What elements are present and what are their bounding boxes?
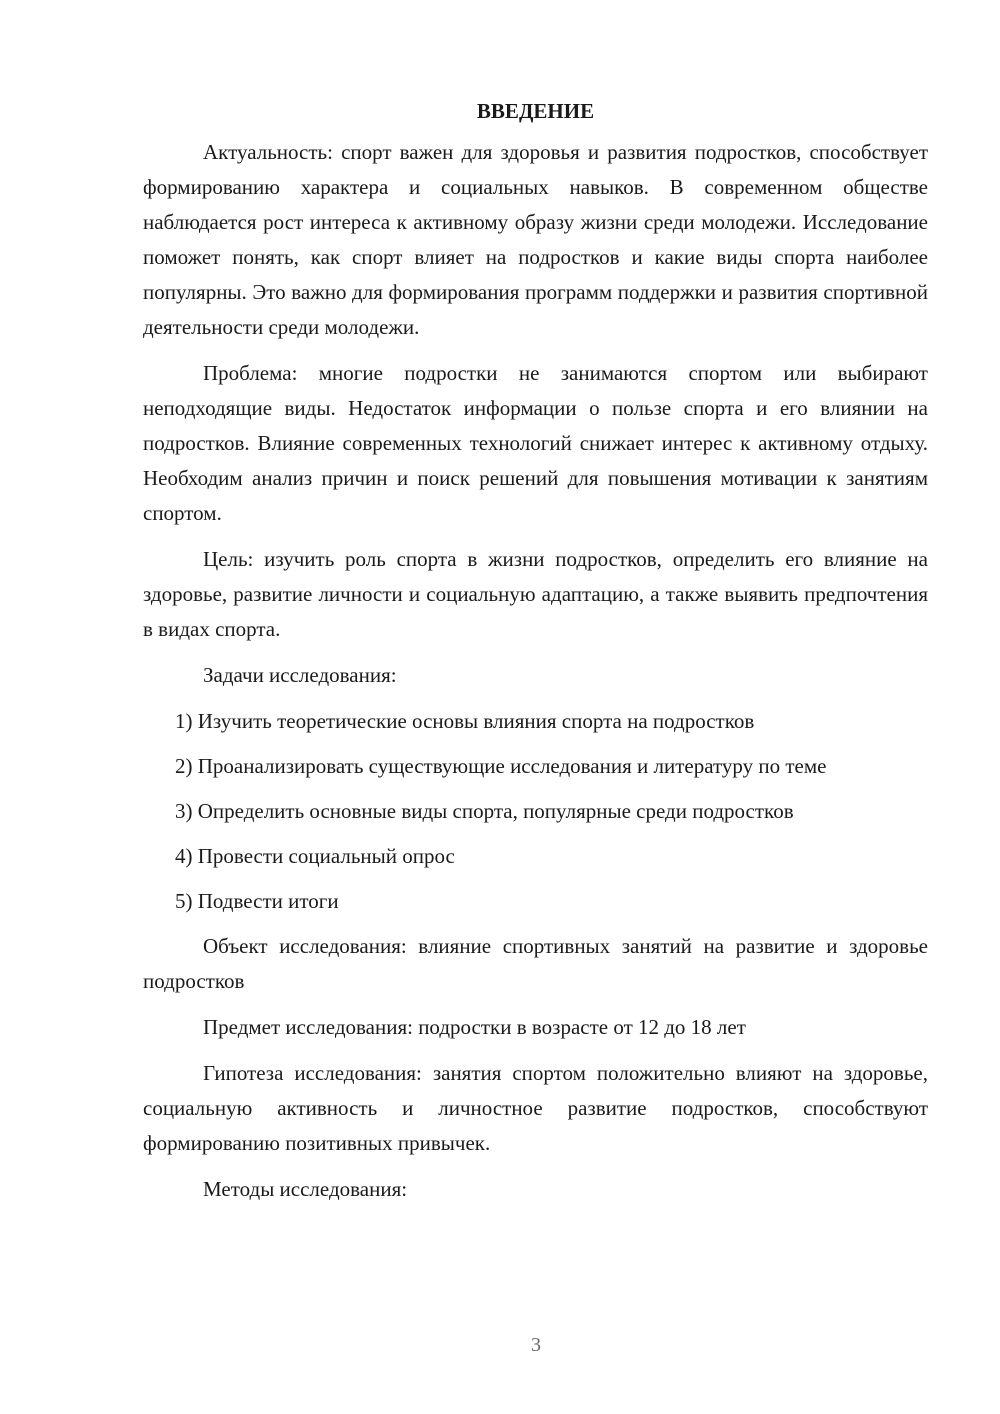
task-item-5: 5) Подвести итоги bbox=[175, 889, 339, 913]
paragraph-hypothesis: Гипотеза исследования: занятия спортом положительно влияют на здоровье, социальную активность и личностное развитие подростков, способствуют формированию позитивных привычек. bbox=[143, 1061, 928, 1155]
paragraph-problem: Проблема: многие подростки не занимаются спортом или выбирают неподходящие виды. Недостаток информации о пользе спорта и его влиянии на подростков. Влияние современных технологий снижает интерес к активному отдыху. Необходим анализ причин и поиск решений для повышения мотивации к занятиям спортом. bbox=[143, 361, 928, 525]
paragraph-object: Объект исследования: влияние спортивных занятий на развитие и здоровье подростков bbox=[143, 934, 928, 993]
tasks-list bbox=[143, 704, 928, 919]
paragraph-tasks-intro: Задачи исследования: bbox=[203, 663, 397, 687]
task-item-3: 3) Определить основные виды спорта, популярные среди подростков bbox=[175, 799, 794, 823]
section-heading: ВВЕДЕНИЕ bbox=[476, 99, 595, 123]
paragraph-methods-intro: Методы исследования: bbox=[203, 1177, 408, 1201]
task-item-1: 1) Изучить теоретические основы влияния спорта на подростков bbox=[175, 709, 755, 733]
page-content bbox=[143, 96, 928, 1218]
paragraph-relevance: Актуальность: спорт важен для здоровья и развития подростков, способствует формированию характера и социальных навыков. В современном обществе наблюдается рост интереса к активному образу жизни среди молодежи. Исследование поможет понять, как спорт влияет на подростков и какие виды спорта наиболее популярны. Это важно для формирования программ поддержки и развития спортивной деятельности среди молодежи. bbox=[143, 140, 928, 339]
task-item-2: 2) Проанализировать существующие исследования и литературу по теме bbox=[175, 754, 827, 778]
paragraph-subject: Предмет исследования: подростки в возрасте от 12 до 18 лет bbox=[203, 1015, 746, 1039]
task-item-4: 4) Провести социальный опрос bbox=[175, 844, 455, 868]
paragraph-goal: Цель: изучить роль спорта в жизни подростков, определить его влияние на здоровье, развитие личности и социальную адаптацию, а также выявить предпочтения в видах спорта. bbox=[143, 547, 928, 641]
page-number: 3 bbox=[531, 1334, 541, 1356]
